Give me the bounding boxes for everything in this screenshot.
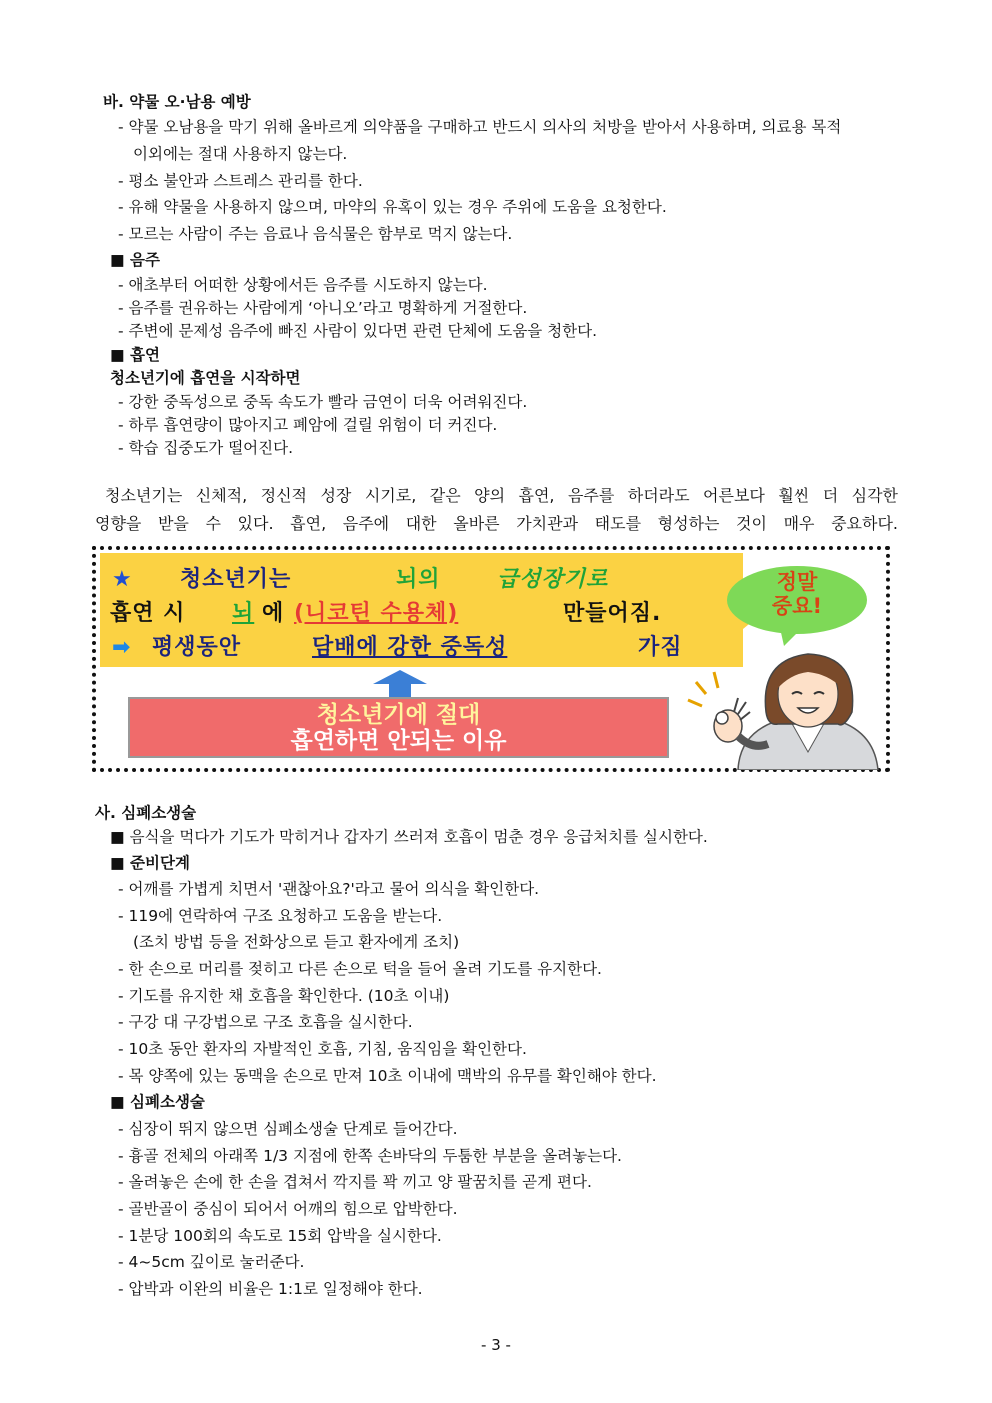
list-item: - 주변에 문제성 음주에 빠진 사람이 있다면 관련 단체에 도움을 청한다. (118, 322, 598, 340)
banner-text-highlight: (니코틴 수용체) (294, 601, 459, 626)
list-item: - 1분당 100회의 속도로 15회 압박을 실시한다. (118, 1227, 442, 1245)
key-message-line: 청소년기에 절대 (316, 702, 481, 728)
key-message-line: 흡연하면 안되는 이유 (290, 728, 507, 754)
woman-illustration (668, 640, 886, 770)
list-item: - 119에 연락하여 구조 요청하고 도움을 받는다. (118, 907, 443, 925)
subheading-prep: ■ 준비단계 (110, 854, 190, 872)
list-item: - 목 양쪽에 있는 동맥을 손으로 만져 10초 이내에 맥박의 유무를 확인해야 한다. (118, 1067, 657, 1085)
list-item: - 모르는 사람이 주는 음료나 음식물은 함부로 먹지 않는다. (118, 225, 513, 243)
list-item: - 학습 집중도가 떨어진다. (118, 439, 294, 457)
list-item: - 하루 흡연량이 많아지고 폐암에 걸릴 위험이 더 커진다. (118, 416, 498, 434)
bubble-text: 정말 (776, 570, 818, 594)
arrow-right-icon: ➡ (112, 635, 132, 660)
section-heading-drug-misuse: 바. 약물 오·남용 예방 (103, 93, 251, 111)
banner-text: 청소년기는 (180, 567, 292, 592)
banner-text: 평생동안 (152, 635, 242, 660)
list-item: - 구강 대 구강법으로 구조 호흡을 실시한다. (118, 1013, 413, 1031)
list-item: - 음주를 권유하는 사람에게 ‘아니오’라고 명확하게 거절한다. (118, 299, 528, 317)
bubble-text: 중요! (771, 594, 823, 618)
section-heading-cpr: 사. 심폐소생술 (95, 804, 197, 822)
list-item: (조치 방법 등을 전화상으로 듣고 환자에게 조치) (133, 933, 460, 951)
list-item: - 심장이 뛰지 않으면 심폐소생술 단계로 들어간다. (118, 1120, 458, 1138)
banner-text: 만들어짐. (563, 601, 662, 626)
subheading-cpr: ■ 심폐소생술 (110, 1093, 205, 1111)
list-item: - 약물 오남용을 막기 위해 올바르게 의약품을 구매하고 반드시 의사의 처방을 받아서 사용하며, 의료용 목적 (118, 118, 842, 136)
list-item: - 애초부터 어떠한 상황에서든 음주를 시도하지 않는다. (118, 276, 488, 294)
banner-text: 가짐 (638, 635, 683, 660)
list-item: - 4~5cm 깊이로 눌러준다. (118, 1253, 305, 1271)
list-item: - 흉골 전체의 아래쪽 1/3 지점에 한쪽 손바닥의 두툼한 부분을 올려놓는다. (118, 1147, 622, 1165)
list-item: - 유해 약물을 사용하지 않으며, 마약의 유혹이 있는 경우 주위에 도움을 요청한다. (118, 198, 667, 216)
body-paragraph-line: 영향을 받을 수 있다. 흡연, 음주에 대한 올바른 가치관과 태도를 형성하는 것이 매우 중요하다. (95, 514, 898, 533)
arrow-up-icon (365, 668, 435, 698)
subheading-smoking: ■ 흡연 (110, 346, 160, 364)
banner-text-highlight: 뇌의 (396, 567, 441, 592)
list-item: - 골반골이 중심이 되어서 어깨의 힘으로 압박한다. (118, 1200, 458, 1218)
list-item: - 기도를 유지한 채 호흡을 확인한다. (10초 이내) (118, 987, 450, 1005)
body-paragraph-line: 청소년기는 신체적, 정신적 성장 시기로, 같은 양의 흡연, 음주를 하더라도 어른보다 훨씬 더 심각한 (105, 486, 898, 505)
key-message-box (128, 697, 669, 758)
star-icon: ★ (112, 567, 133, 592)
list-item: - 평소 불안과 스트레스 관리를 한다. (118, 172, 363, 190)
banner-text-highlight: 뇌 (232, 601, 255, 626)
list-item: - 압박과 이완의 비율은 1:1로 일정해야 한다. (118, 1280, 423, 1298)
list-item: - 한 손으로 머리를 젖히고 다른 손으로 턱을 들어 올려 기도를 유지한다. (118, 960, 602, 978)
subheading-drinking: ■ 음주 (110, 251, 160, 269)
list-item: - 10초 동안 환자의 자발적인 호흡, 기침, 움직임을 확인한다. (118, 1040, 527, 1058)
list-item: - 올려놓은 손에 한 손을 겹쳐서 깍지를 꽉 끼고 양 팔꿈치를 곧게 편다. (118, 1173, 592, 1191)
list-item: - 어깨를 가볍게 치면서 '괜찮아요?'라고 물어 의식을 확인한다. (118, 880, 540, 898)
list-item: 이외에는 절대 사용하지 않는다. (133, 145, 348, 163)
banner-text: 흡연 시 (110, 601, 186, 626)
subheading-smoking-start: 청소년기에 흡연을 시작하면 (110, 369, 301, 387)
banner-text: 에 (262, 601, 285, 626)
intro-line: ■ 음식을 먹다가 기도가 막히거나 갑자기 쓰러져 호흡이 멈춘 경우 응급처치를 실시한다. (110, 828, 708, 846)
banner-text-highlight: 급성장기로 (497, 567, 609, 592)
list-item: - 강한 중독성으로 중독 속도가 빨라 금연이 더욱 어려워진다. (118, 393, 528, 411)
page-number: - 3 - (481, 1336, 511, 1354)
banner-text-highlight: 담배에 강한 중독성 (312, 635, 508, 660)
